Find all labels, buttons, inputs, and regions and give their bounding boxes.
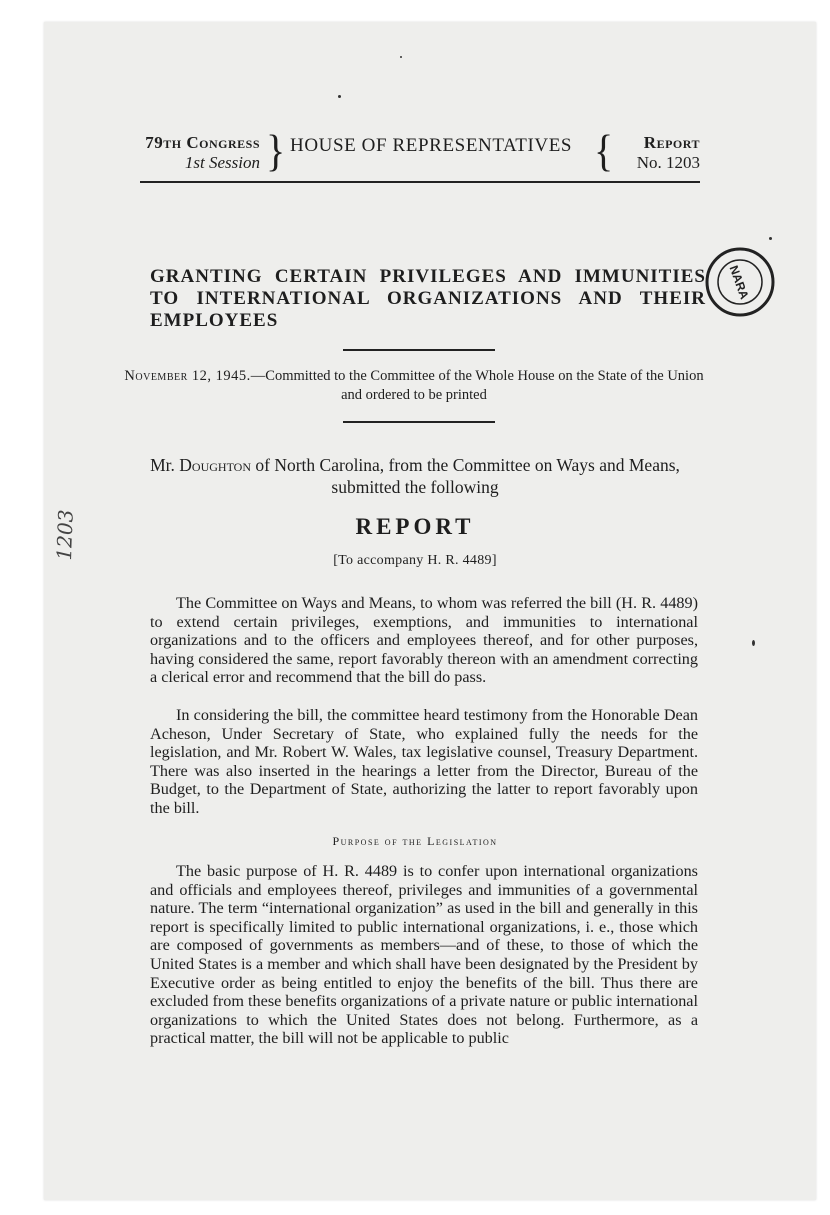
submitted-by [120,454,710,498]
paragraph-testimony: In considering the bill, the committee heard testimony from the Honorable Dean Acheson, Under Secretary of State, who explained fully the needs for the legislation, and Mr. Robert W. Wales, tax legislative counsel, Treasury Department. There was also inserted in the hearings a letter from the Director, Bureau of the Budget, to the Department of State, authorizing the latter to report favorably upon the bill. [150,706,698,817]
submitted-text: of North Carolina, from the Committee on Ways and Means, submitted the following [255,455,680,497]
accompany-note: [To accompany H. R. 4489] [333,553,497,568]
report-number-block [610,133,700,173]
chamber-name: HOUSE OF REPRESENTATIVES [290,135,573,156]
section-heading: Purpose of the Legislation [332,834,498,848]
report-number: No. 1203 [636,153,700,172]
report-label: Report [643,133,700,152]
congress-label: 79th Congress [145,133,260,152]
divider-rule [343,349,495,351]
submitter-name: Doughton [179,455,252,475]
submitter-prefix: Mr. [150,455,175,475]
ink-speck [400,56,402,58]
paragraph-purpose: The basic purpose of H. R. 4489 is to confer upon international organizations and officials and employees thereof, privileges and immunities of a governmental nature. The term “international organization” as used in the bill and generally in this report is specifically limited to public international organizations, i. e., those which are composed of governments as members—and of these, to those of which the United States is a member and which shall have been designated by the President by Executive order as being entitled to enjoy the benefits of the bill. Thus there are excluded from these benefits organizations of a private nature or public international organizations to which the United States does not belong. Furthermore, as a practical matter, the bill will not be applicable to public [150,862,698,1048]
ink-speck [769,237,772,240]
ink-speck [338,95,341,98]
handwritten-margin-note: 1203 [52,509,78,561]
stamp-text: NARA [726,263,752,302]
divider-rule [343,421,495,423]
left-brace-icon: } [266,125,286,176]
committed-notice [124,367,704,405]
ink-speck [752,640,755,646]
report-header [140,125,700,183]
paragraph-referral: The Committee on Ways and Means, to whom was referred the bill (H. R. 4489) to extend certain privileges, exemptions, and immunities to international organizations and to the officers and employees thereof, and for other purposes, having considered the same, report favorably thereon with an amendment correcting a clerical error and recommend that the bill do pass. [150,594,698,687]
session-label: 1st Session [184,153,260,172]
committed-date: November 12, 1945. [124,368,251,384]
congress-session [140,133,260,173]
archive-stamp-icon [703,245,777,319]
report-heading: REPORT [355,514,475,539]
report-title: GRANTING CERTAIN PRIVILEGES AND IMMUNITIES TO INTERNATIONAL ORGANIZATIONS AND THEIR EMPLOYEES [150,266,706,331]
right-brace-icon: { [594,125,614,176]
committed-text: —Committed to the Committee of the Whole House on the State of the Union and ordered to be printed [250,368,704,403]
